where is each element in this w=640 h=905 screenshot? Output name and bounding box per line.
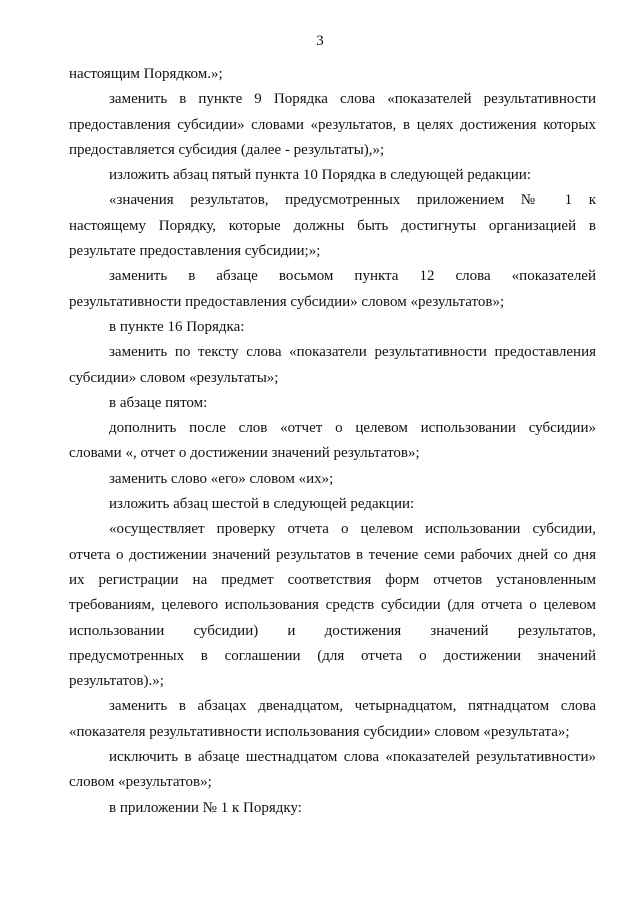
paragraph xyxy=(69,796,596,821)
text-line: заменить по тексту слова «показатели результативности предоставления xyxy=(109,344,596,361)
text-line: предоставления субсидии» словами «результатов, в целях достижения которых xyxy=(69,116,596,133)
text-line: исключить в абзаце шестнадцатом слова «показателей результативности» xyxy=(109,749,596,766)
text-line: результатов).»; xyxy=(69,673,164,690)
paragraph xyxy=(69,264,596,315)
text-line: отчета о достижении значений результатов в течение семи рабочих дней со дня xyxy=(69,546,596,563)
paragraph xyxy=(69,391,596,416)
document-body xyxy=(69,62,596,821)
paragraph xyxy=(69,467,596,492)
paragraph xyxy=(69,694,596,745)
text-line: заменить в абзацах двенадцатом, четырнадцатом, пятнадцатом слова xyxy=(109,698,596,715)
text-line: предусмотренных в соглашении (для отчета о достижении значений xyxy=(69,647,596,664)
text-line: «осуществляет проверку отчета о целевом использовании субсидии, xyxy=(109,521,596,538)
paragraph xyxy=(69,315,596,340)
paragraph xyxy=(69,87,596,163)
text-line: настоящим Порядком.»; xyxy=(69,66,223,82)
paragraph xyxy=(69,745,596,796)
text-line: их регистрации на предмет соответствия форм отчетов установленным xyxy=(69,571,596,588)
text-line: результате предоставления субсидии;»; xyxy=(69,243,321,260)
text-line: словом «результатов»; xyxy=(69,774,212,791)
text-line: результативности предоставления субсидии» словом «результатов»; xyxy=(69,293,505,310)
text-line: настоящему Порядку, которые должны быть достигнуты организацией в xyxy=(69,217,596,234)
page-number: 3 xyxy=(316,33,324,49)
text-line: заменить в абзаце восьмом пункта 12 слова «показателей xyxy=(109,268,596,285)
paragraph xyxy=(69,163,596,188)
text-line: словами «, отчет о достижении значений результатов»; xyxy=(69,445,420,462)
text-line: в абзаце пятом: xyxy=(109,394,208,411)
text-line: использовании субсидии) и достижения значений результатов, xyxy=(69,622,596,639)
paragraph xyxy=(69,340,596,391)
paragraph xyxy=(69,416,596,467)
paragraph xyxy=(69,188,596,264)
text-line: в приложении № 1 к Порядку: xyxy=(109,799,302,816)
paragraph xyxy=(69,492,596,517)
paragraph xyxy=(69,517,596,694)
text-line: заменить слово «его» словом «их»; xyxy=(109,470,334,487)
text-line: предоставляется субсидия (далее - результаты),»; xyxy=(69,141,385,158)
text-line: «показателя результативности использования субсидии» словом «результата»; xyxy=(69,723,570,740)
text-line: изложить абзац шестой в следующей редакции: xyxy=(109,496,415,513)
text-line: субсидии» словом «результаты»; xyxy=(69,369,279,386)
text-line: изложить абзац пятый пункта 10 Порядка в следующей редакции: xyxy=(109,167,532,184)
text-line: в пункте 16 Порядка: xyxy=(109,318,245,335)
text-line: заменить в пункте 9 Порядка слова «показателей результативности xyxy=(109,91,596,108)
text-line: требованиям, целевого использования средств субсидии (для отчета о целевом xyxy=(69,597,596,614)
text-line: дополнить после слов «отчет о целевом использовании субсидии» xyxy=(109,420,596,437)
text-line: «значения результатов, предусмотренных приложением № 1 к xyxy=(109,192,596,209)
paragraph xyxy=(69,62,596,87)
